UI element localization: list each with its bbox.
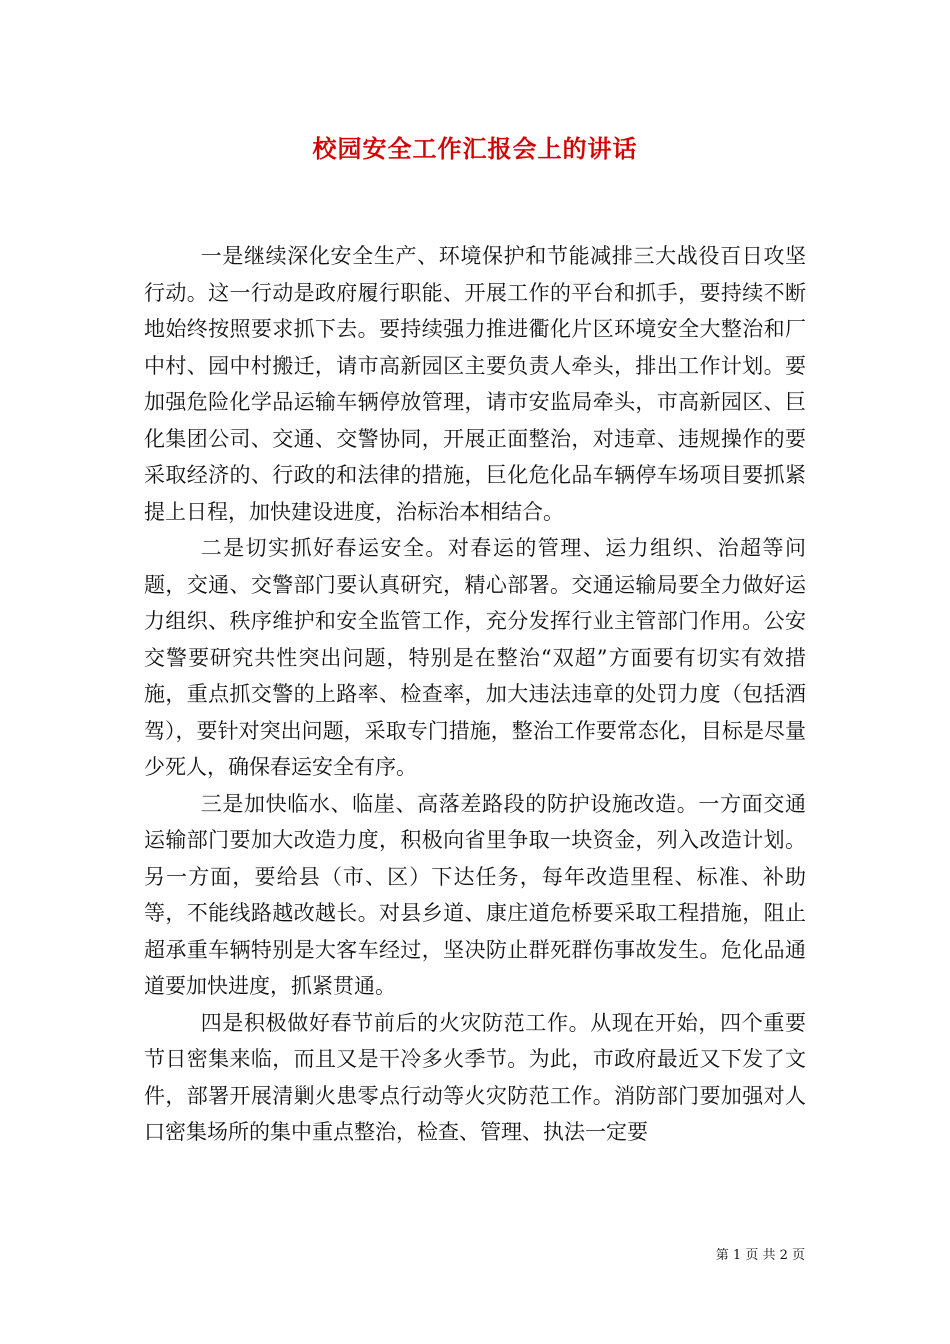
paragraph-1: 一是继续深化安全生产、环境保护和节能减排三大战役百日攻坚行动。这一行动是政府履行职能、开展工作的平台和抓手，要持续不断地始终按照要求抓下去。要持续强力推进衢化片区环境安全大整治和厂中村、园中村搬迁，请市高新园区主要负责人牵头，排出工作计划。要加强危险化学品运输车辆停放管理，请市安监局牵头，市高新园区、巨化集团公司、交通、交警协同，开展正面整治，对违章、违规操作的要采取经济的、行政的和法律的措施，巨化危化品车辆停车场项目要抓紧提上日程，加快建设进度，治标治本相结合。 bbox=[144, 244, 806, 524]
paragraph-3: 三是加快临水、临崖、高落差路段的防护设施改造。一方面交通运输部门要加大改造力度，积极向省里争取一块资金，列入改造计划。另一方面，要给县（市、区）下达任务，每年改造里程、标准、补助等，不能线路越改越长。对县乡道、康庄道危桥要采取工程措施，阻止超承重车辆特别是大客车经过，坚决防止群死群伤事故发生。危化品通道要加快进度，抓紧贯通。 bbox=[144, 791, 806, 998]
paragraph-2: 二是切实抓好春运安全。对春运的管理、运力组织、治超等问题，交通、交警部门要认真研究，精心部署。交通运输局要全力做好运力组织、秩序维护和安全监管工作，充分发挥行业主管部门作用。公安交警要研究共性突出问题，特别是在整治“双超”方面要有切实有效措施，重点抓交警的上路率、检查率，加大违法违章的处罚力度（包括酒驾），要针对突出问题，采取专门措施，整治工作要常态化，目标是尽量少死人，确保春运安全有序。 bbox=[144, 536, 806, 779]
document-body bbox=[144, 238, 806, 1151]
paragraph-4: 四是积极做好春节前后的火灾防范工作。从现在开始，四个重要节日密集来临，而且又是干冷多火季节。为此，市政府最近又下发了文件，部署开展清剿火患零点行动等火灾防范工作。消防部门要加强对人口密集场所的集中重点整治，检查、管理、执法一定要 bbox=[144, 1010, 806, 1144]
page-number: 第 1 页 共 2 页 bbox=[715, 1248, 805, 1263]
document-title: 校园安全工作汇报会上的讲话 bbox=[312, 134, 638, 163]
